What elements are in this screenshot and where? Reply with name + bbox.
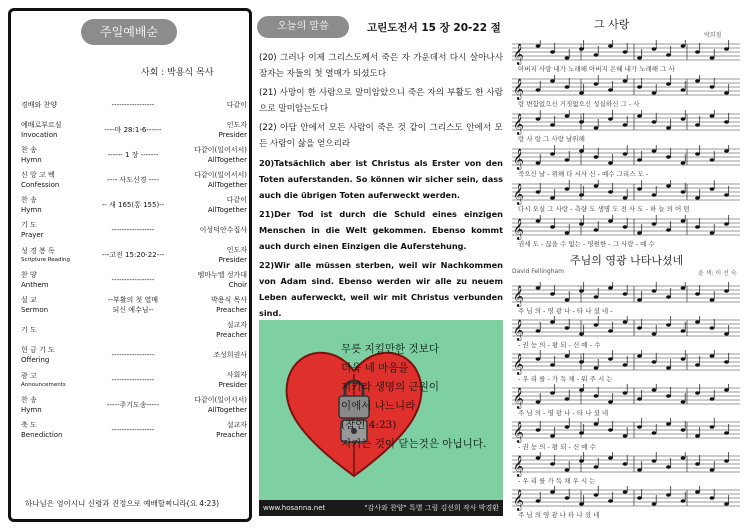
order-row: [21, 118, 247, 143]
order-item-content: -----------------: [111, 275, 155, 284]
lyric-line: - 우 리 를 - 가 득 채 - 워 주 시 는: [518, 375, 613, 383]
order-row: [21, 143, 247, 168]
order-item-person: 다같이 AllTogether: [207, 196, 247, 214]
verse-ko-21: (21) 사망이 한 사람으로 말미암았으니 죽은 자의 부활도 한 사람으로 말미암는도다: [259, 88, 503, 114]
order-item-name: 축 도 Benediction: [21, 421, 63, 439]
worship-order-title: 주일예배순: [81, 19, 177, 45]
order-item-content: -----------------: [111, 225, 155, 234]
scripture-panel: [257, 8, 507, 522]
order-item-name: 경배와 찬양: [21, 100, 58, 109]
order-item-name: 찬 송 Hymn: [21, 396, 42, 414]
order-row: [21, 393, 247, 418]
order-item-person: 다같이: [226, 100, 247, 109]
order-item-person: 인도자 Presider: [218, 121, 247, 139]
order-item-name: 설 교 Sermon: [21, 296, 49, 314]
order-item-content: -----------------: [111, 375, 155, 384]
lyric-line: 랑 사 랑 그 사랑 날위해: [518, 135, 585, 143]
verse-de-22: 22)Wir alle müssen sterben, weil wir Nachkommen von Adam sind. Ebenso werden wir alle zu neuem Leben auferweckt, weil wir mit Christus verbunden sind.: [259, 260, 503, 318]
order-item-person: 다같이(일어서서) AllTogether: [194, 146, 247, 164]
music-staff: [508, 418, 744, 444]
music-staff: [508, 452, 744, 478]
lyric-line: 권세 도 - 끊을 수 없는 - 영원한 - 그 사랑 - 예 수: [518, 240, 655, 248]
order-row: [21, 368, 247, 393]
svg-text:𝄞: 𝄞: [513, 184, 524, 205]
order-item-content: ----마 28:1-6------: [104, 125, 162, 134]
svg-text:𝄞: 𝄞: [513, 286, 524, 307]
music-staff: [508, 40, 744, 66]
order-item-content: ------ 1 장 -------: [107, 150, 159, 159]
svg-text:𝄞: 𝄞: [513, 354, 524, 375]
order-item-content: -----------------: [111, 100, 155, 109]
music-staff: [508, 486, 744, 512]
order-row: [21, 418, 247, 443]
order-item-person: 박용식 목사 Preacher: [210, 296, 247, 314]
svg-text:𝄞: 𝄞: [513, 456, 524, 477]
lyric-line: 아버지 사랑 내가 노래해 아버지 은혜 내가 노래해 그 사: [518, 65, 675, 73]
music-staff: [508, 384, 744, 410]
lyric-line: 죽으신 날 - 위해 다 시사 신 - 예수 그리스 도 -: [518, 170, 649, 178]
svg-text:𝄞: 𝄞: [513, 149, 524, 170]
order-item-name: 광 고 Announcements: [21, 372, 66, 388]
worship-order-list: [21, 93, 247, 443]
order-item-content: ---고전 15:20-22---: [101, 250, 165, 259]
order-item-person: 사회자 Presider: [218, 371, 247, 389]
music-staff: [508, 145, 744, 171]
order-row: [21, 293, 247, 318]
svg-text:𝄞: 𝄞: [513, 219, 524, 240]
svg-text:𝄞: 𝄞: [513, 114, 524, 135]
credit-text: "감사와 찬양" 특별 그림 김선희 작사 박경환: [364, 504, 499, 512]
music-staff: [508, 350, 744, 376]
verse-de-21: 21)Der Tod ist durch die Schuld eines einzigen Menschen in die Welt gekommen. Ebenso kommt auch durch einen Einzigen die Auferstehung.: [259, 209, 503, 251]
order-item-name: 예배로부르심 Invocation: [21, 121, 62, 139]
song1-title: 그 사랑: [594, 18, 630, 31]
order-item-person: 다같이(일어서서) AllTogether: [194, 396, 247, 414]
order-item-content: -----------------: [111, 425, 155, 434]
svg-text:𝄞: 𝄞: [513, 490, 524, 511]
order-item-person: 설교자 Preacher: [216, 421, 247, 439]
lyric-line: 주 님 의 - 영 광 나 - 타 나 셨 네: [518, 409, 609, 417]
lyric-line: 랑 변함없으신 거짓없으신 성실하신 그 - 사: [518, 100, 640, 108]
order-item-content: -- 새 165(통 155)--: [101, 200, 165, 209]
music-staff: [508, 180, 744, 206]
order-item-name: 찬 송 Hymn: [21, 196, 42, 214]
order-item-person: 이성덕안수집사: [199, 225, 247, 234]
sheet-music-panel: [508, 8, 744, 522]
host-line: 사회 : 박용식 목사: [141, 68, 214, 78]
order-row: [21, 318, 247, 343]
music-staff: [508, 316, 744, 342]
order-row: [21, 168, 247, 193]
order-item-name: 성 경 봉 독 Scripture Reading: [21, 247, 71, 263]
svg-text:𝄞: 𝄞: [513, 79, 524, 100]
order-item-name: 기 도 Prayer: [21, 221, 44, 239]
order-item-person: 인도자 Presider: [218, 246, 247, 264]
illustration-footer: [259, 500, 503, 516]
svg-text:𝄞: 𝄞: [513, 388, 524, 409]
scripture-heading: 고린도전서 15 장 20-22 절: [367, 22, 501, 34]
order-item-person: 엠마누엘 성가대 Choir: [197, 271, 247, 289]
order-item-name: 찬 양 Anthem: [21, 271, 49, 289]
order-row: [21, 343, 247, 368]
music-staff: [508, 282, 744, 308]
order-item-name: 찬 송 Hymn: [21, 146, 42, 164]
order-row: [21, 93, 247, 118]
song2-composer-right: 윤 색: 이 선 숙: [698, 270, 737, 277]
heart-illustration: [259, 320, 503, 516]
todays-word-label: 오늘의 말씀: [257, 16, 349, 38]
order-item-name: 기 도: [21, 325, 37, 334]
heart-caption: 무릇 지킬만한 것보다 더욱 네 마음을 지키라 생명의 근원이 이에서 나느니라 (잠언 4:23) 지키는 것이 닫는것은 아닙니다.: [341, 343, 487, 450]
order-item-content: --부활의 첫 열매 되신 예수님--: [107, 296, 159, 314]
lyric-line: 주 님 의 - 영 광 나 - 타 나 셨 네 -: [518, 307, 613, 315]
svg-text:𝄞: 𝄞: [513, 320, 524, 341]
order-row: [21, 268, 247, 293]
music-staff: [508, 215, 744, 241]
svg-text:𝄞: 𝄞: [513, 44, 524, 65]
music-staff: [508, 110, 744, 136]
verse-ko-20: (20) 그러나 이제 그리스도께서 죽은 자 가운데서 다시 살아나사 잠자는 자들의 첫 열매가 되셨도다: [259, 53, 503, 79]
song2-title: 주님의 영광 나타나셨네: [570, 254, 684, 267]
order-row: [21, 218, 247, 243]
order-item-content: -----주기도송-----: [106, 400, 160, 409]
order-row: [21, 243, 247, 268]
lyric-line: - 권 능 의 - 왕 되 - 신 예 - 수: [518, 341, 601, 349]
svg-text:𝄞: 𝄞: [513, 422, 524, 443]
order-row: [21, 193, 247, 218]
verses: [259, 50, 503, 324]
footer-verse: 하나님은 영이시니 신령과 진정으로 예배할찌니라(요 4:23): [25, 499, 220, 508]
lyric-line: 주 님 의 영 광 나 타 나 셨 네: [518, 511, 600, 519]
order-item-person: 조성희권사: [213, 350, 247, 359]
music-staff: [508, 75, 744, 101]
lyric-line: - 권 능 의 - 왕 되 - 신 예 수: [518, 443, 596, 451]
order-item-name: 신 앙 고 백 Confession: [21, 171, 60, 189]
song1-composer: 박희철: [704, 32, 722, 39]
website-text: www.hosanna.net: [263, 504, 326, 512]
worship-order-panel: [8, 8, 252, 522]
lyric-line: - 우 리 를 가 득 채 우 시 는: [518, 477, 596, 485]
verse-ko-22: (22) 아담 안에서 모든 사람이 죽은 것 같이 그리스도 안에서 모든 사람이 삶을 얻으리라: [259, 123, 503, 149]
order-item-content: ---- 사도신경 ----: [107, 175, 159, 184]
order-item-person: 설교자 Preacher: [216, 321, 247, 339]
order-item-name: 헌 금 기 도 Offering: [21, 346, 55, 364]
order-item-content: -----------------: [111, 350, 155, 359]
lyric-line: 다시 오실 그 사랑 - 측량 도 생명 도 전 사 도 - 하 늘 의 어 떤: [518, 205, 690, 213]
song2-composer-left: David Fellingham: [512, 268, 564, 275]
order-item-person: 다같이(일어서서) AllTogether: [194, 171, 247, 189]
verse-de-20: 20)Tatsächlich aber ist Christus als Erster von den Toten auferstanden. So können wir sicher sein, dass auch die übrigen Toten auferweckt werden.: [259, 158, 503, 200]
